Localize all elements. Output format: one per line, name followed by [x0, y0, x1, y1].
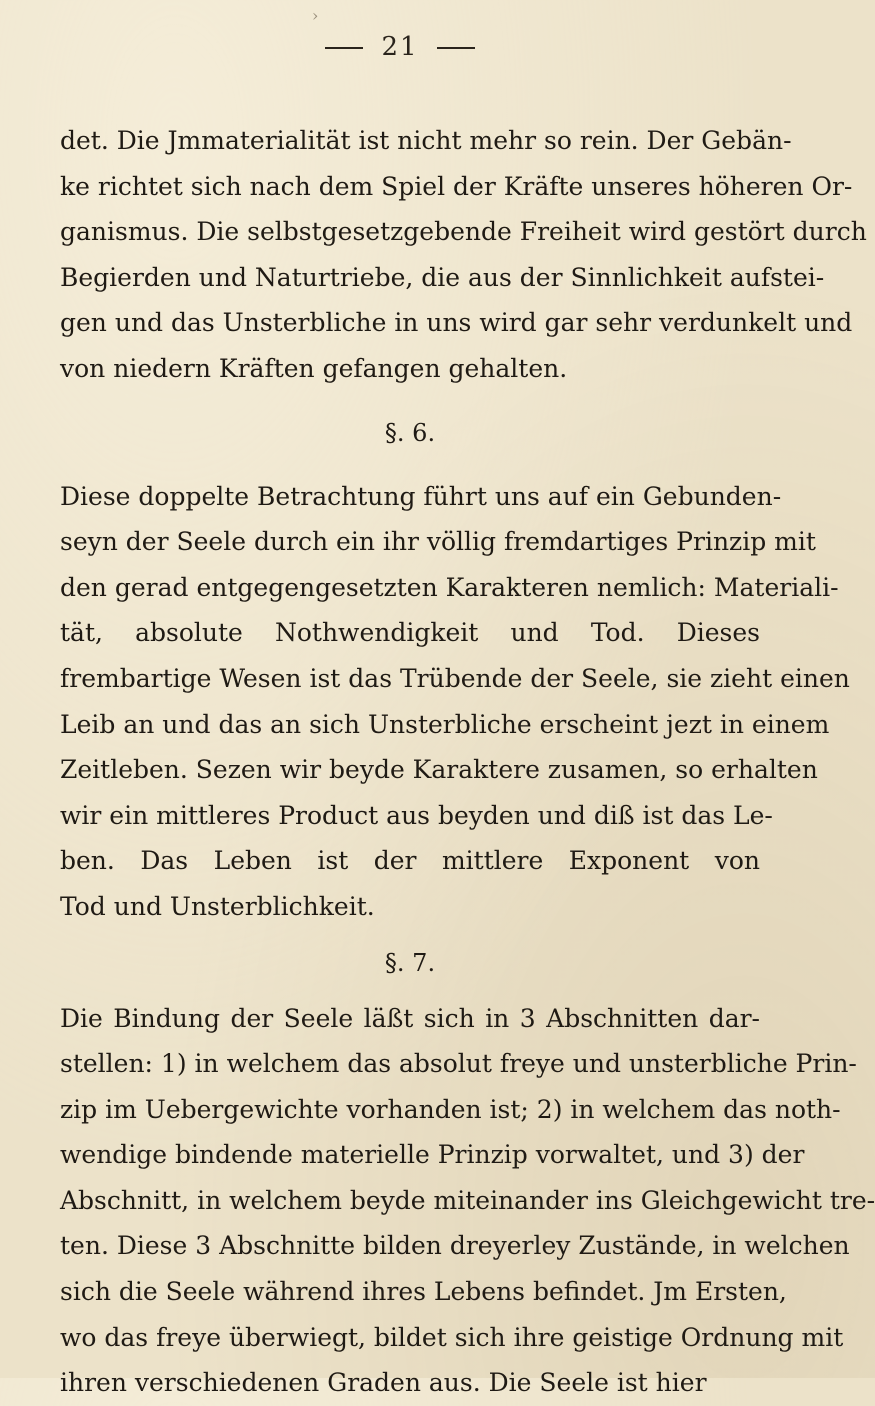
text-line: ten. Diese 3 Abschnitte bilden dreyerley Zustände, in welchen [60, 1231, 850, 1261]
text-line: zip im Uebergewichte vorhanden ist; 2) in welchem das noth- [60, 1094, 841, 1124]
section-heading-7: §. 7. [384, 948, 436, 977]
text-line: wo das freye überwiegt, bildet sich ihre geistige Ordnung mit [60, 1322, 844, 1352]
text-line: gen und das Unsterbliche in uns wird gar sehr verdunkelt und [60, 308, 853, 338]
text-line: Die Bindung der Seele läßt sich in 3 Abschnitten dar- [60, 1003, 760, 1033]
text-line: tät, absolute Nothwendigkeit und Tod. Dieses [60, 618, 760, 648]
page-number-value: 21 [381, 32, 419, 62]
text-line: seyn der Seele durch ein ihr völlig fremdartiges Prinzip mit [60, 527, 816, 557]
text-line: Zeitleben. Sezen wir beyde Karaktere zusamen, so erhalten [60, 755, 818, 785]
body-text [60, 118, 875, 1406]
text-line: Leib an und das an sich Unsterbliche erscheint jezt in einem [60, 709, 830, 739]
text-line: wir ein mittleres Product aus beyden und diß ist das Le- [60, 800, 773, 830]
text-line: wendige bindende materielle Prinzip vorwaltet, und 3) der [60, 1140, 805, 1170]
text-line: sich die Seele während ihres Lebens befindet. Jm Ersten, [60, 1277, 787, 1307]
printer-mark: › [312, 6, 319, 25]
right-dash [437, 47, 475, 49]
text-line: Begierden und Naturtriebe, die aus der Sinnlichkeit aufstei- [60, 262, 825, 292]
text-line: det. Die Jmmaterialität ist nicht mehr so rein. Der Gebän- [60, 126, 792, 155]
text-line: von niedern Kräften gefangen gehalten. [60, 353, 568, 383]
text-line: Abschnitt, in welchem beyde miteinander ins Gleichgewicht tre- [60, 1185, 875, 1215]
text-line: ganismus. Die selbstgesetzgebende Freiheit wird gestört durch [60, 217, 867, 247]
text-line: ihren verschiedenen Graden aus. Die Seele ist hier [60, 1368, 707, 1398]
text-line: ke richtet sich nach dem Spiel der Kräfte unseres höheren Or- [60, 171, 853, 201]
text-line: ben. Das Leben ist der mittlere Exponent von [60, 846, 760, 876]
text-line: stellen: 1) in welchem das absolut freye und unsterbliche Prin- [60, 1049, 857, 1079]
text-line: frembartige Wesen ist das Trübende der Seele, sie zieht einen [60, 663, 850, 693]
text-line: Tod und Unsterblichkeit. [60, 891, 375, 921]
page-number [0, 32, 800, 62]
text-line: Diese doppelte Betrachtung führt uns auf ein Gebunden- [60, 481, 782, 511]
text-line: den gerad entgegengesetzten Karakteren nemlich: Materiali- [60, 572, 839, 602]
section-heading-6: §. 6. [384, 418, 436, 447]
left-dash [325, 47, 363, 49]
